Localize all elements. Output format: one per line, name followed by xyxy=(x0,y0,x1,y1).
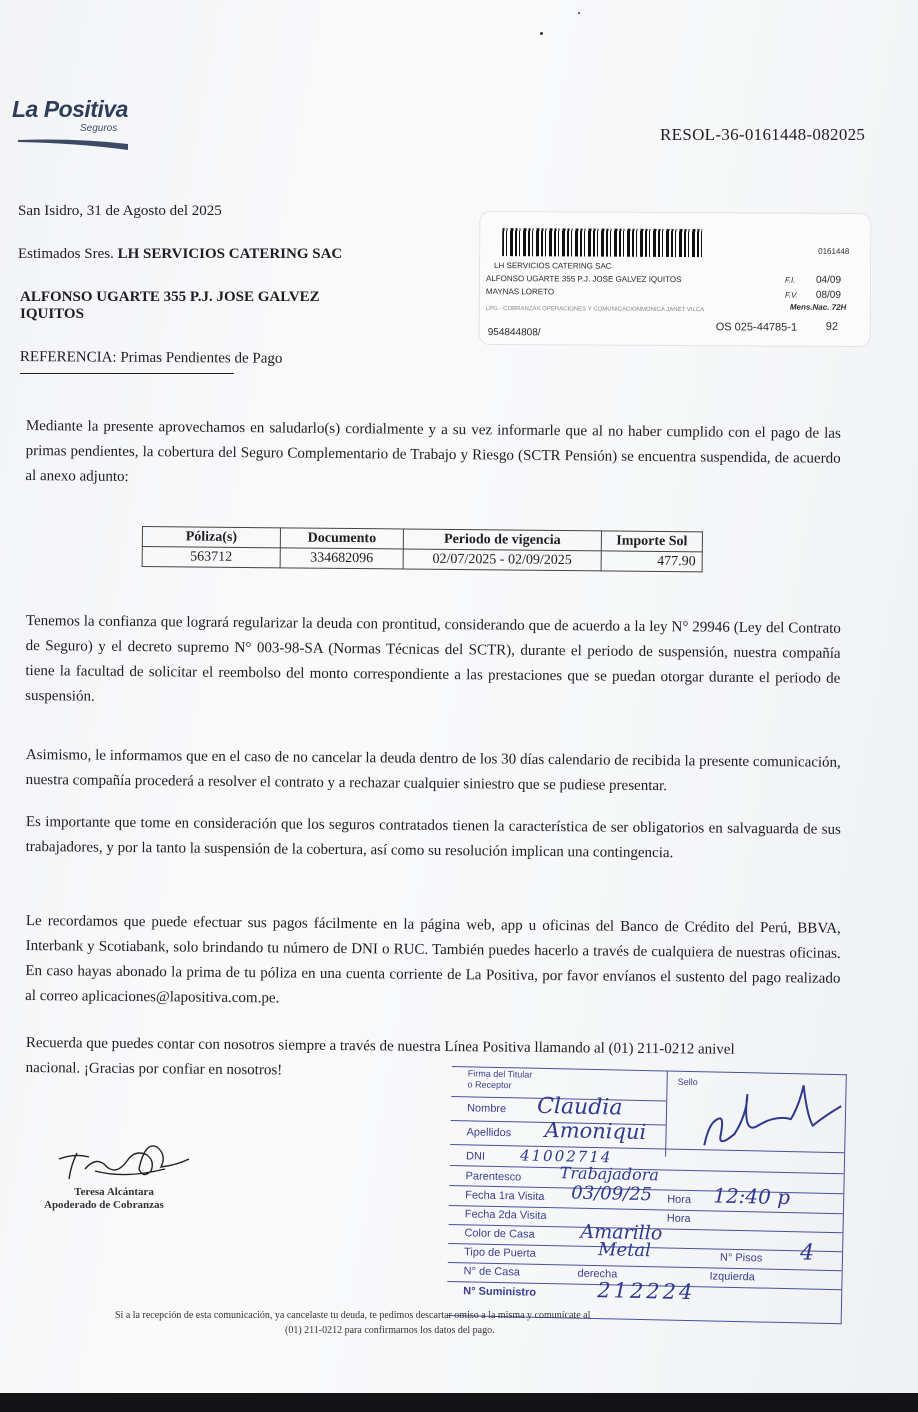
signer-role: Apoderado de Cobranzas xyxy=(44,1199,164,1211)
company-logo-sub: Seguros xyxy=(80,123,118,134)
hw-pisos: 4 xyxy=(799,1240,815,1266)
paper-mark xyxy=(540,32,543,35)
color-label: Color de Casa xyxy=(464,1227,535,1241)
recipient-company: LH SERVICIOS CATERING SAC xyxy=(117,246,343,262)
hw-dni: 41002714 xyxy=(519,1146,613,1167)
label-code: 0161448 xyxy=(818,246,850,256)
address-line-1: ALFONSO UGARTE 355 P.J. JOSE GALVEZ xyxy=(20,289,320,305)
label-fv-value: 08/09 xyxy=(815,289,841,301)
stamp-signature xyxy=(694,1073,846,1160)
derecha-label: derecha xyxy=(577,1267,618,1281)
table-row xyxy=(142,547,702,572)
nombre-label: Nombre xyxy=(466,1102,507,1116)
paragraph-6-line-1: Recuerda que puedes contar con nosotros siempre a través de nuestra Línea Positiva llamando al (01) 211-0212 anivel xyxy=(25,1034,735,1058)
greeting-prefix: Estimados Sres. xyxy=(18,246,114,262)
suministro-label: N° Suministro xyxy=(463,1285,537,1299)
amount: 477.90 xyxy=(601,551,702,572)
dni-label: DNI xyxy=(465,1150,486,1163)
reference-underline xyxy=(20,373,234,374)
hora2-label: Hora xyxy=(666,1212,691,1226)
hw-hora1: 12:40 p xyxy=(713,1183,791,1210)
hw-apellidos: Amoniqui xyxy=(544,1117,647,1145)
label-phone: 954844808/ xyxy=(487,327,541,339)
fecha2-label: Fecha 2da Visita xyxy=(464,1208,547,1223)
policy-table xyxy=(142,526,703,572)
hw-color: Amarillo xyxy=(580,1220,663,1245)
izquierda-label: Izquierda xyxy=(709,1270,755,1284)
hw-suministro: 212224 xyxy=(597,1278,696,1305)
column-header: Póliza(s) xyxy=(142,527,280,548)
fecha1-label: Fecha 1ra Visita xyxy=(465,1189,545,1203)
footer-line-1: Si a la recepción de esta comunicación, ya cancelaste tu deuda, te pedimos descartar omiso a la misma y comunícate al xyxy=(115,1310,591,1321)
logo-swoosh-icon xyxy=(16,134,131,152)
policy-number: 563712 xyxy=(142,547,280,568)
label-fi-label: F.I. xyxy=(784,275,796,285)
hw-parentesco: Trabajadora xyxy=(559,1163,660,1185)
sello-label: Sello xyxy=(677,1076,698,1088)
paper-mark xyxy=(578,12,580,14)
table-surface xyxy=(0,1393,918,1412)
handwritten-signature xyxy=(55,1135,195,1187)
footer-line-2: (01) 211-0212 para confirmarnos los datos del pago. xyxy=(285,1325,495,1336)
footer-note xyxy=(115,1308,735,1338)
letter-date: San Isidro, 31 de Agosto del 2025 xyxy=(18,203,222,219)
resolution-number: RESOL-36-0161448-082025 xyxy=(660,125,866,144)
label-fi-value: 04/09 xyxy=(815,274,842,286)
label-fv-label: F.V. xyxy=(784,290,798,300)
paragraph-2: Tenemos la confianza que logrará regularizar la deuda con prontitud, considerando que de acuerdo a la ley N° 29946 (Ley del Contrato de Seguro) y el decreto supremo N° 003-98-SA (Normas Técnicas del SCTR), durante el periodo de suspensión, nuestra compañía tiene la facultad de solicitar el reembolso del monto correspondiente a las prestaciones que se puedan otorgar durante el periodo de suspensión. xyxy=(25,612,841,705)
parentesco-label: Parentesco xyxy=(465,1170,522,1184)
hw-puerta: Metal xyxy=(597,1239,652,1262)
label-mens: Mens.Nac. 72H xyxy=(789,302,847,312)
address-line-2: IQUITOS xyxy=(20,306,84,322)
label-os-num: 92 xyxy=(825,320,839,333)
signer-name: Teresa Alcántara xyxy=(74,1186,154,1198)
greeting xyxy=(18,245,342,265)
apellidos-label: Apellidos xyxy=(466,1126,512,1140)
barcode xyxy=(502,228,702,257)
column-header: Periodo de vigencia xyxy=(403,529,601,551)
label-line-2: ALFONSO UGARTE 355 P.J. JOSE GALVEZ IQUITOS xyxy=(485,274,682,285)
label-line-1: LH SERVICIOS CATERING SAC xyxy=(494,261,612,271)
hw-nombre: Claudia xyxy=(536,1093,623,1121)
puerta-label: Tipo de Puerta xyxy=(463,1246,536,1260)
intro-paragraph: Mediante la presente aprovechamos en saludarlo(s) cordialmente y a su vez informarle que al no haber cumplido con el pago de las primas pendientes, la cobertura del Seguro Complementario de Trabajo y Riesgo (SCTR Pensión) se encuentra suspendida, de acuerdo al anexo adjunto: xyxy=(25,417,841,485)
paragraph-6-line-2: nacional. ¡Gracias por confiar en nosotros! xyxy=(25,1059,283,1079)
document-number: 334682096 xyxy=(280,548,403,569)
paragraph-5: Le recordamos que puede efectuar sus pagos fácilmente en la página web, app u oficinas del Banco de Crédito del Perú, BBVA, Interbank y Scotiabank, solo brindando tu número de DNI o RUC. También puedes hacerlo a través de cualquiera de nuestras oficinas. En caso hayas abonado la prima de tu póliza en una cuenta corriente de La Positiva, por favor envíanos el sustento del pago realizado al correo aplicaciones@lapositiva.com.pe. xyxy=(25,912,841,1007)
address-label xyxy=(480,212,871,346)
delivery-stamp-form xyxy=(447,1062,848,1326)
firma-label-2: o Receptor xyxy=(467,1079,512,1091)
casa-label: N° de Casa xyxy=(463,1265,521,1279)
paragraph-3: Asimismo, le informamos que en el caso de no cancelar la deuda dentro de los 30 días calendario de recibida la presente comunicación, nuestra compañía procederá a resolver el contrato y a rechazar cualquier siniestro que se pudiese presentar. xyxy=(25,746,841,795)
hw-fecha1: 03/09/25 xyxy=(571,1182,653,1206)
label-line-3: MAYNAS LORETO xyxy=(485,287,555,297)
label-small-note: LPG - COBRANZAS OPERACIONES Y COMUNICACIONMONICA JANET VILCA xyxy=(485,306,705,314)
firma-label: Firma del Titular xyxy=(467,1068,533,1080)
paragraph-4: Es importante que tome en consideración que los seguros contratados tienen la característica de ser obligatorios en salvaguarda de sus trabajadores, y por la tanto la suspensión de la cobertura, así como su resolución implican una contingencia. xyxy=(25,813,841,862)
pisos-label: N° Pisos xyxy=(719,1251,763,1265)
reference-line: REFERENCIA: Primas Pendientes de Pago xyxy=(19,348,283,367)
column-header: Importe Sol xyxy=(601,531,702,552)
hora1-label: Hora xyxy=(667,1193,692,1207)
label-os: OS 025-44785-1 xyxy=(715,321,798,334)
company-logo-name: La Positiva xyxy=(12,96,128,122)
column-header: Documento xyxy=(280,528,403,549)
validity-period: 02/07/2025 - 02/09/2025 xyxy=(403,549,601,571)
